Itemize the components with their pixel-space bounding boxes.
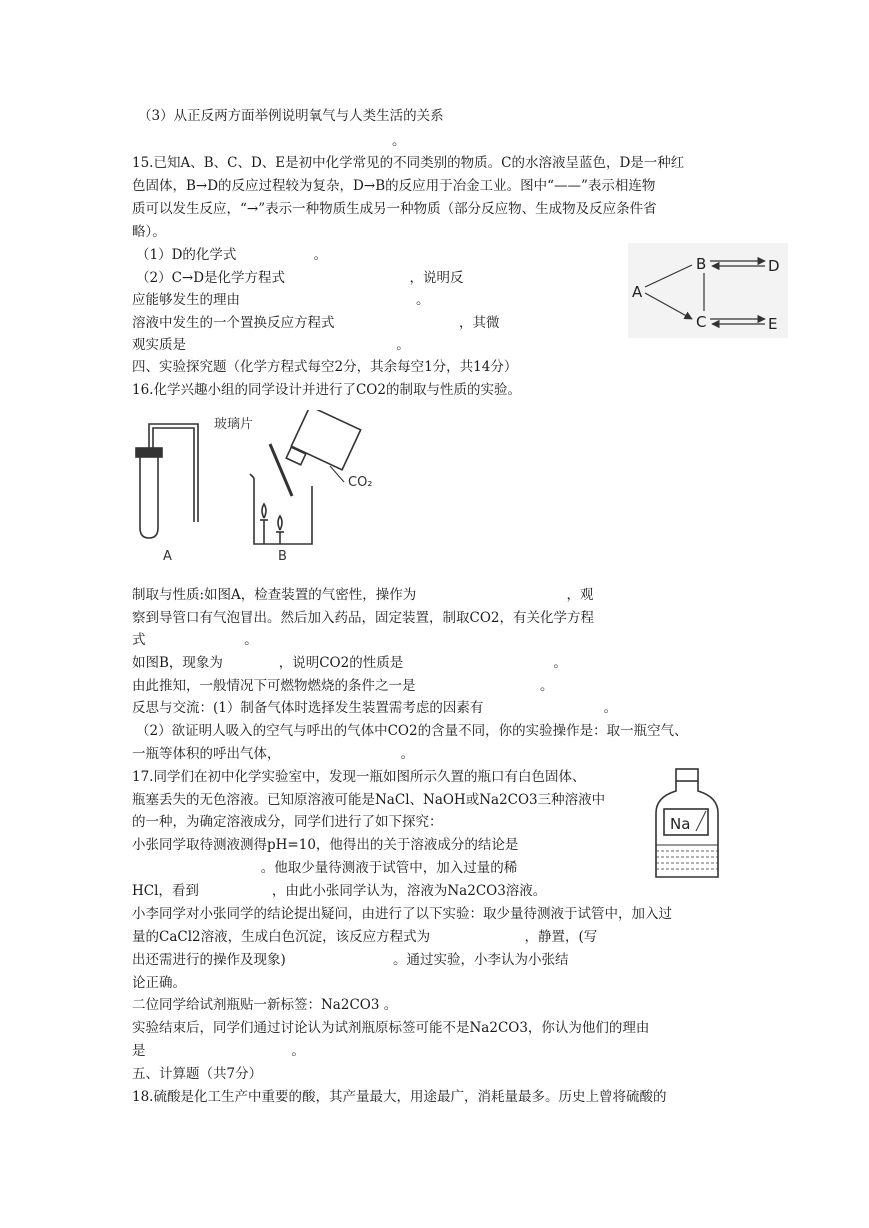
node-b: B — [696, 255, 707, 273]
line-q17-8: 量的CaCl2溶液，生成白色沉淀，该反应方程式为 ，静置，(写 — [132, 929, 598, 945]
line-q18-1: 18.硫酸是化工生产中重要的酸，其产量最大，用途最广，消耗量最多。历史上曾将硫酸的 — [132, 1089, 667, 1105]
line-q15-sub2b: 应能够发生的理由 。 — [132, 292, 430, 308]
line-q16-4: 式 。 — [132, 632, 258, 648]
line-q17-12: 实验结束后，同学们通过讨论认为试剂瓶原标签可能不是Na2CO3，你认为他们的理由 — [132, 1020, 650, 1036]
apparatus-a — [136, 424, 198, 538]
line-q17-10: 论正确。 — [132, 975, 186, 991]
line-q16-8: （2）欲证明人吸入的空气与呼出的气体中CO2的含量不同，你的实验操作是：取一瓶空气、 — [136, 723, 688, 739]
line-q17-6: HCl，看到 ，由此小张同学认为，溶液为Na2CO3溶液。 — [132, 883, 547, 899]
label-b: B — [278, 549, 287, 564]
node-e: E — [768, 315, 778, 333]
line-q17-1: 17.同学们在初中化学实验室中，发现一瓶如图所示久置的瓶口有白色固体、 — [132, 769, 586, 785]
line-q16-3: 察到导管口有气泡冒出。然后加入药品，固定装置，制取CO2，有关化学方程 — [132, 610, 594, 626]
label-glass: 玻璃片 — [214, 417, 254, 432]
line-q15-sub2: （2）C→D是化学方程式 ，说明反 — [136, 270, 464, 286]
line-q16-2: 制取与性质:如图A，检查装置的气密性，操作为 ，观 — [132, 587, 594, 603]
line-q15-sub3b: 观实质是 。 — [132, 337, 410, 353]
apparatus-b — [250, 410, 361, 544]
section-heading-4: 四、实验探究题（化学方程式每空2分，其余每空1分，共14分） — [132, 359, 518, 375]
line-q16-1: 16.化学兴趣小组的同学设计并进行了CO2的制取与性质的实验。 — [132, 382, 521, 398]
node-c: C — [696, 313, 707, 331]
line-q15-sub1: （1）D的化学式 。 — [136, 247, 328, 263]
relation-diagram — [628, 243, 788, 338]
line-q17-7: 小李同学对小张同学的结论提出疑问，由进行了以下实验：取少量待测液于试管中，加入过 — [132, 906, 672, 922]
section-heading-5: 五、计算题（共7分） — [132, 1066, 263, 1082]
line-q17-9: 出还需进行的操作及现象) 。通过实验，小李认为小张结 — [132, 952, 569, 968]
line-q15-2: 色固体，B→D的反应过程较为复杂，D→B的反应用于冶金工业。图中“——”表示相连物 — [132, 178, 656, 194]
line-q17-2: 瓶塞丢失的无色溶液。已知原溶液可能是NaCl、NaOH或Na2CO3三种溶液中 — [132, 792, 606, 808]
line-q16-7: 反思与交流：(1）制备气体时选择发生装置需考虑的因素有 。 — [132, 700, 618, 716]
line-q17-5: 。他取少量待测液于试管中，加入过量的稀 — [132, 860, 518, 876]
line-q16-9: 一瓶等体积的呼出气体， 。 — [132, 746, 415, 762]
apparatus-figure — [130, 410, 390, 575]
line-q17-3: 的一种，为确定溶液成分，同学们进行了如下探究： — [132, 814, 443, 830]
line-q15-1: 15.已知A、B、C、D、E是初中化学常见的不同类别的物质。C的水溶液呈蓝色，D是一种红 — [132, 155, 685, 171]
line-q15-4: 略）。 — [132, 224, 166, 240]
line-q17-11: 二位同学给试剂瓶贴一新标签：Na2CO3 。 — [132, 997, 398, 1013]
label-a: A — [163, 549, 172, 564]
reagent-bottle-figure — [648, 765, 728, 885]
bottle-label: Na — [670, 815, 691, 833]
node-a: A — [632, 283, 643, 301]
line-q15-3: 质可以发生反应，“→”表示一种物质生成另一种物质（部分反应物、生成物及反应条件省 — [132, 201, 657, 217]
line-q17-13: 是 。 — [132, 1043, 305, 1059]
node-d: D — [768, 257, 780, 275]
line-q15-sub3: 溶液中发生的一个置换反应方程式 ，其微 — [132, 315, 500, 331]
line-q16-5: 如图B，现象为 ，说明CO2的性质是 。 — [132, 655, 567, 671]
line-oxygen-blank: 。 — [392, 133, 406, 149]
line-oxygen-q3: （3）从正反两方面举例说明氧气与人类生活的关系 — [138, 108, 444, 124]
label-co2: CO₂ — [348, 475, 373, 490]
line-q17-4: 小张同学取待测液测得pH=10，他得出的关于溶液成分的结论是 — [132, 837, 519, 853]
line-q16-6: 由此推知，一般情况下可燃物燃烧的条件之一是 。 — [132, 678, 554, 694]
